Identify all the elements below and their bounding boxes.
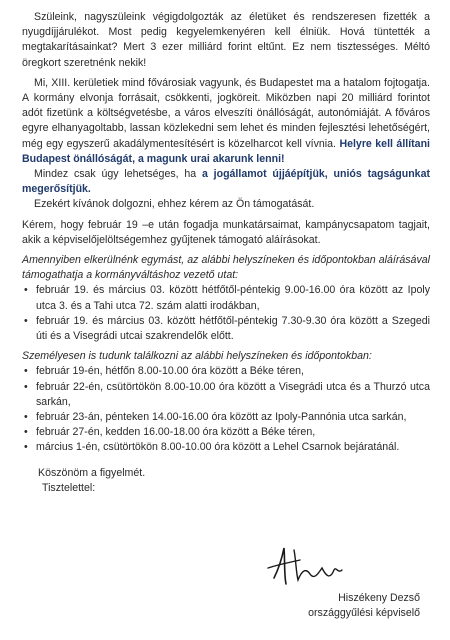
paragraph-rule-of-law-text: Mindez csak úgy lehetséges, ha xyxy=(34,168,197,181)
budapest-autonomy-highlight: Helyre kell állítani Budapest önállóságát, a magunk urai akarunk lenni! xyxy=(22,137,430,165)
list-item-text: március 1-én, csütörtökön 8.00-10.00 óra között a Lehel Csarnok bejáratánál. xyxy=(36,441,400,454)
paragraph-budapest xyxy=(22,76,430,167)
bullet-glyph: • xyxy=(24,426,28,439)
handwritten-signature xyxy=(264,540,354,590)
signatory-name: Hiszékeny Dezső xyxy=(338,592,420,604)
list-item xyxy=(22,314,430,344)
list-item-text: február 19. és március 03. között hétfőtől-péntekig 9.00-16.00 óra között az Ipoly utca 3. és a Tahi utca 72. szám alatti irodákban, xyxy=(36,284,430,312)
list-item xyxy=(22,440,430,455)
bullet-glyph: • xyxy=(24,441,28,454)
intro-meeting-locations: Személyesen is tudunk találkozni az alábbi helyszíneken és időpontokban: xyxy=(22,350,372,363)
list-item xyxy=(22,410,430,425)
list-item xyxy=(22,425,430,440)
list-item-text: február 19-én, hétfőn 8.00-10.00 óra között a Béke téren, xyxy=(36,365,304,378)
signatory-role: országgyűlési képviselő xyxy=(308,607,420,619)
rule-of-law-highlight: a jogállamot újjáépítjük, uniós tagságunkat megerősítjük. xyxy=(22,168,430,196)
paragraph-signature-collection: Kérem, hogy február 19 –e után fogadja munkatársaimat, kampánycsapatom tagjait, akik a képviselőjelöltségemhez gyűjtenek támogató aláírásokat. xyxy=(22,218,430,246)
paragraph-rule-of-law xyxy=(22,167,430,197)
list-item xyxy=(22,283,430,313)
list-item-text: február 27-én, kedden 16.00-18.00 óra között a Béke téren, xyxy=(36,426,316,439)
bullet-glyph: • xyxy=(24,365,28,378)
bullet-glyph: • xyxy=(24,314,28,327)
closing-block xyxy=(22,466,430,496)
bullet-glyph: • xyxy=(24,284,28,297)
closing-thanks: Köszönöm a figyelmét. xyxy=(38,466,146,479)
meeting-locations-list xyxy=(22,364,430,455)
list-item-text: február 19. és március 03. között hétfőtől-péntekig 7.30-9.30 óra között a Szegedi úti és a Visegrádi utcai szakrendelők előtt. xyxy=(36,314,430,343)
paragraph-support-request: Ezekért kívánok dolgozni, ehhez kérem az Ön támogatását. xyxy=(34,198,315,211)
bullet-glyph: • xyxy=(24,411,28,424)
signature-block xyxy=(250,540,420,630)
list-item xyxy=(22,364,430,379)
closing-regards: Tisztelettel: xyxy=(42,481,96,494)
list-item-text: február 22-én, csütörtökön 8.00-10.00 óra között a Visegrádi utca és a Thurzó utca sarkán, xyxy=(36,380,430,408)
list-item-text: február 23-án, pénteken 14.00-16.00 óra között az Ipoly-Pannónia utca sarkán, xyxy=(36,411,407,424)
signing-locations-list xyxy=(22,283,430,344)
paragraph-pensions: Szüleink, nagyszüleink végigdolgozták az életüket és rendszeresen fizették a nyugdíjjárulékot. Most pedig kegyelemkenyéren kell élniük. Hová tüntették a megtakarításainkat? Mert 3 ezer milliárd forint eltűnt. Ez nem tisztességes. Méltó öregkort szeretnénk nekik! xyxy=(22,11,430,69)
paragraph-budapest-text: Mi, XIII. kerületiek mind fővárosiak vagyunk, és Budapestet ma a hatalom fojtogatja. A kormány elvonja forrásait, csökkenti, jogköreit. Miközben napi 20 milliárd forintot adót fizetünk a költségvetésbe, a város elveszíti önállóságát, autonómiáját. A főváros egyre elhanyagoltabb, lassan közlekedni sem lehet és minden fejlesztési lehetőségért, még egy egyszerű akadálymentesítésért is közelharcot kell vívnia. xyxy=(22,76,430,150)
bullet-glyph: • xyxy=(24,380,28,393)
intro-signing-locations: Amennyiben elkerülnénk egymást, az alábbi helyszíneken és időpontokban aláírásával támogathatja a kormányváltáshoz vezető utat: xyxy=(22,254,430,282)
list-item xyxy=(22,380,430,410)
